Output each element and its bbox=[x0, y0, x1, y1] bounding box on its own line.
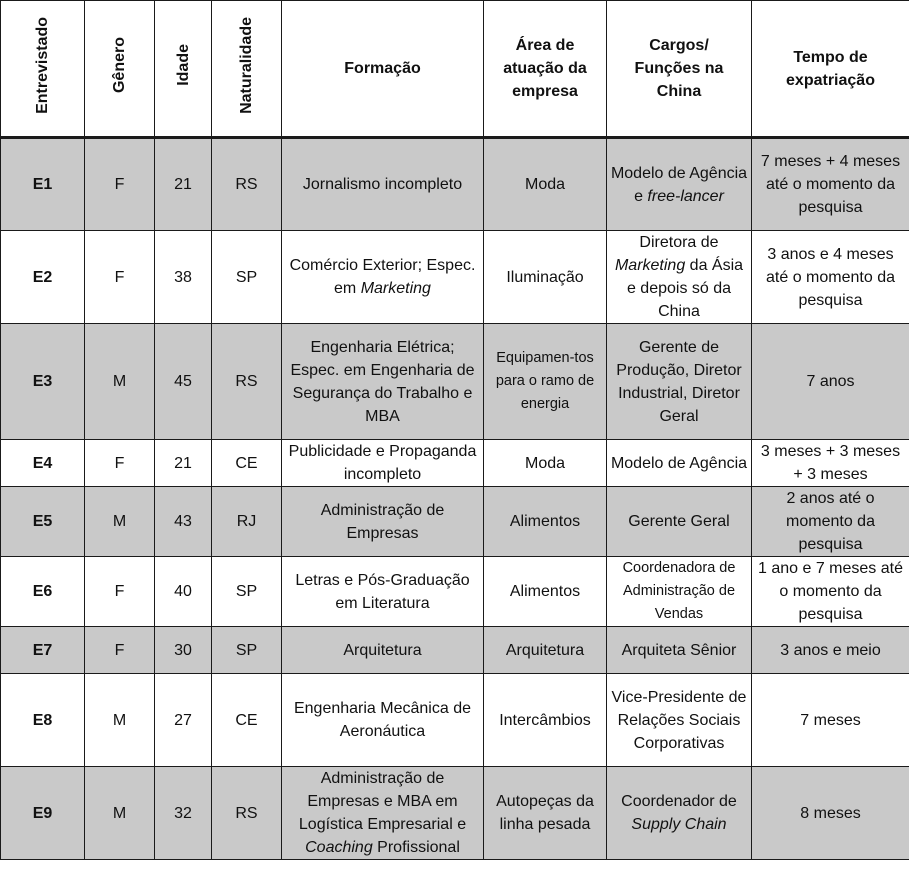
header-idade bbox=[155, 1, 212, 138]
header-row bbox=[1, 1, 909, 138]
cell-entrevistado: E6 bbox=[1, 557, 85, 627]
cell-tempo bbox=[752, 557, 909, 627]
cell-idade: 32 bbox=[155, 767, 212, 860]
cell-cargo-text: Supply Chain bbox=[631, 816, 727, 833]
cell-formacao bbox=[282, 767, 484, 860]
cell-naturalidade: SP bbox=[212, 231, 282, 324]
cell-area-text: Autopeças da linha pesada bbox=[496, 793, 594, 833]
cell-area-text: Alimentos bbox=[509, 513, 581, 530]
cell-tempo bbox=[752, 440, 909, 487]
cell-cargo-text: free-lancer bbox=[647, 187, 724, 205]
cell-cargo bbox=[607, 138, 752, 231]
cell-tempo-text: 2 anos até o momento da pesquisa bbox=[786, 490, 875, 553]
cell-tempo-text: 7 meses + 4 meses até o momento da pesquisa bbox=[760, 153, 901, 216]
cell-formacao bbox=[282, 627, 484, 674]
cell-formacao-text: Administração de Empresas bbox=[320, 501, 445, 542]
cell-tempo-text: 7 meses bbox=[800, 711, 861, 729]
cell-area-text: Equipamen-tos para o ramo de energia bbox=[495, 350, 595, 412]
cell-idade: 43 bbox=[155, 487, 212, 557]
cell-formacao-text: Profissional bbox=[372, 839, 460, 856]
cell-entrevistado: E3 bbox=[1, 324, 85, 440]
cell-genero: M bbox=[85, 324, 155, 440]
cell-area bbox=[484, 487, 607, 557]
cell-tempo-text: 3 meses + 3 meses + 3 meses bbox=[760, 443, 901, 483]
cell-cargo bbox=[607, 767, 752, 860]
cell-naturalidade: SP bbox=[212, 627, 282, 674]
header-naturalidade-label: Naturalidade bbox=[238, 16, 255, 114]
header-area-line2: atuação da bbox=[503, 60, 587, 77]
cell-tempo bbox=[752, 487, 909, 557]
header-tempo-line2: expatriação bbox=[786, 71, 875, 89]
cell-genero: F bbox=[85, 627, 155, 674]
cell-tempo-text: 1 ano e 7 meses até o momento da pesquisa bbox=[758, 560, 903, 623]
cell-idade: 27 bbox=[155, 674, 212, 767]
table-row bbox=[1, 627, 909, 674]
cell-naturalidade: SP bbox=[212, 557, 282, 627]
cell-cargo-text: Vice-Presidente de Relações Sociais Corporativas bbox=[611, 688, 747, 752]
header-tempo-line1: Tempo de bbox=[793, 48, 868, 66]
cell-area-text: Alimentos bbox=[509, 583, 581, 600]
cell-tempo bbox=[752, 767, 909, 860]
cell-cargo-text: Modelo de Agência bbox=[610, 454, 748, 472]
cell-cargo-text: Arquiteta Sênior bbox=[621, 641, 737, 659]
cell-tempo bbox=[752, 627, 909, 674]
cell-cargo-text: Gerente de Produção, Diretor Industrial, Diretor Geral bbox=[616, 338, 742, 425]
cell-naturalidade: RS bbox=[212, 767, 282, 860]
cell-genero: F bbox=[85, 557, 155, 627]
cell-cargo bbox=[607, 487, 752, 557]
header-genero bbox=[85, 1, 155, 138]
cell-cargo bbox=[607, 674, 752, 767]
cell-idade: 45 bbox=[155, 324, 212, 440]
cell-genero: F bbox=[85, 440, 155, 487]
cell-area-text: Intercâmbios bbox=[499, 711, 591, 729]
cell-area-text: Moda bbox=[524, 454, 566, 472]
cell-genero: F bbox=[85, 138, 155, 231]
header-naturalidade bbox=[212, 1, 282, 138]
cell-formacao-text: Letras e Pós-Graduação em Literatura bbox=[295, 571, 470, 612]
header-area bbox=[484, 1, 607, 138]
cell-idade: 21 bbox=[155, 138, 212, 231]
cell-naturalidade: CE bbox=[212, 674, 282, 767]
header-cargos-line3: China bbox=[656, 83, 702, 100]
header-cargos bbox=[607, 1, 752, 138]
table-row bbox=[1, 440, 909, 487]
cell-idade: 40 bbox=[155, 557, 212, 627]
cell-area bbox=[484, 557, 607, 627]
header-area-line3: empresa bbox=[512, 83, 578, 100]
cell-tempo bbox=[752, 231, 909, 324]
table-row bbox=[1, 231, 909, 324]
cell-cargo bbox=[607, 557, 752, 627]
cell-area-text: Iluminação bbox=[506, 268, 584, 286]
cell-genero: M bbox=[85, 487, 155, 557]
cell-area bbox=[484, 324, 607, 440]
cell-naturalidade: RJ bbox=[212, 487, 282, 557]
cell-area bbox=[484, 674, 607, 767]
table-row bbox=[1, 487, 909, 557]
cell-formacao bbox=[282, 674, 484, 767]
cell-cargo bbox=[607, 324, 752, 440]
cell-tempo-text: 7 anos bbox=[806, 373, 855, 390]
cell-tempo bbox=[752, 324, 909, 440]
header-cargos-line1: Cargos/ bbox=[649, 37, 709, 54]
cell-entrevistado: E9 bbox=[1, 767, 85, 860]
cell-cargo-text: Marketing bbox=[614, 257, 686, 274]
header-area-line1: Área de bbox=[515, 37, 575, 54]
cell-tempo bbox=[752, 138, 909, 231]
cell-tempo bbox=[752, 674, 909, 767]
cell-genero: M bbox=[85, 674, 155, 767]
cell-cargo-text: da Ásia e depois só da China bbox=[626, 257, 744, 320]
cell-genero: F bbox=[85, 231, 155, 324]
table-row bbox=[1, 767, 909, 860]
header-genero-label: Gênero bbox=[111, 36, 128, 93]
header-idade-label: Idade bbox=[174, 44, 192, 86]
cell-formacao bbox=[282, 487, 484, 557]
header-cargos-line2: Funções na bbox=[634, 60, 724, 77]
cell-cargo bbox=[607, 627, 752, 674]
cell-formacao-text: Coaching bbox=[305, 839, 373, 856]
cell-formacao bbox=[282, 557, 484, 627]
cell-naturalidade: RS bbox=[212, 324, 282, 440]
cell-entrevistado: E7 bbox=[1, 627, 85, 674]
cell-cargo-text: Gerente Geral bbox=[628, 513, 730, 530]
cell-tempo-text: 8 meses bbox=[800, 804, 861, 822]
cell-formacao-text: Jornalismo incompleto bbox=[302, 176, 463, 193]
cell-formacao bbox=[282, 138, 484, 231]
cell-cargo-text: Coordenador de bbox=[621, 793, 737, 810]
cell-idade: 21 bbox=[155, 440, 212, 487]
cell-entrevistado: E8 bbox=[1, 674, 85, 767]
table-body bbox=[1, 138, 909, 860]
cell-area bbox=[484, 231, 607, 324]
cell-cargo-text: Coordenadora de Administração de Vendas bbox=[622, 560, 736, 622]
cell-entrevistado: E5 bbox=[1, 487, 85, 557]
cell-entrevistado: E1 bbox=[1, 138, 85, 231]
cell-formacao bbox=[282, 231, 484, 324]
cell-formacao-text: Engenharia Elétrica; Espec. em Engenharia de Segurança do Trabalho e MBA bbox=[290, 338, 475, 425]
cell-formacao-text: Comércio Exterior; Espec. em bbox=[289, 257, 476, 297]
cell-entrevistado: E2 bbox=[1, 231, 85, 324]
cell-cargo bbox=[607, 440, 752, 487]
table-row bbox=[1, 674, 909, 767]
cell-tempo-text: 3 anos e meio bbox=[780, 641, 881, 659]
cell-naturalidade: RS bbox=[212, 138, 282, 231]
header-formacao: Formação bbox=[282, 1, 484, 138]
cell-area bbox=[484, 440, 607, 487]
cell-cargo-text: Diretora de bbox=[639, 234, 719, 251]
cell-area-text: Moda bbox=[524, 176, 566, 193]
cell-formacao-text: Administração de Empresas e MBA em Logística Empresarial e bbox=[298, 770, 467, 833]
cell-area-text: Arquitetura bbox=[505, 641, 585, 659]
header-entrevistado bbox=[1, 1, 85, 138]
header-entrevistado-label: Entrevistado bbox=[34, 16, 51, 114]
cell-area bbox=[484, 138, 607, 231]
cell-formacao-text: Engenharia Mecânica de Aeronáutica bbox=[293, 700, 471, 740]
cell-entrevistado: E4 bbox=[1, 440, 85, 487]
header-tempo bbox=[752, 1, 909, 138]
cell-idade: 38 bbox=[155, 231, 212, 324]
cell-formacao bbox=[282, 440, 484, 487]
table-row bbox=[1, 138, 909, 231]
cell-formacao-text: Arquitetura bbox=[343, 641, 422, 659]
table-row bbox=[1, 324, 909, 440]
cell-tempo-text: 3 anos e 4 meses até o momento da pesquisa bbox=[766, 245, 895, 309]
cell-formacao bbox=[282, 324, 484, 440]
cell-area bbox=[484, 767, 607, 860]
cell-formacao-text: Marketing bbox=[360, 280, 431, 297]
cell-genero: M bbox=[85, 767, 155, 860]
cell-area bbox=[484, 627, 607, 674]
table-row bbox=[1, 557, 909, 627]
cell-formacao-text: Publicidade e Propaganda incompleto bbox=[288, 443, 477, 483]
cell-naturalidade: CE bbox=[212, 440, 282, 487]
cell-cargo-text: Modelo de Agência e bbox=[610, 164, 748, 205]
cell-idade: 30 bbox=[155, 627, 212, 674]
cell-cargo bbox=[607, 231, 752, 324]
